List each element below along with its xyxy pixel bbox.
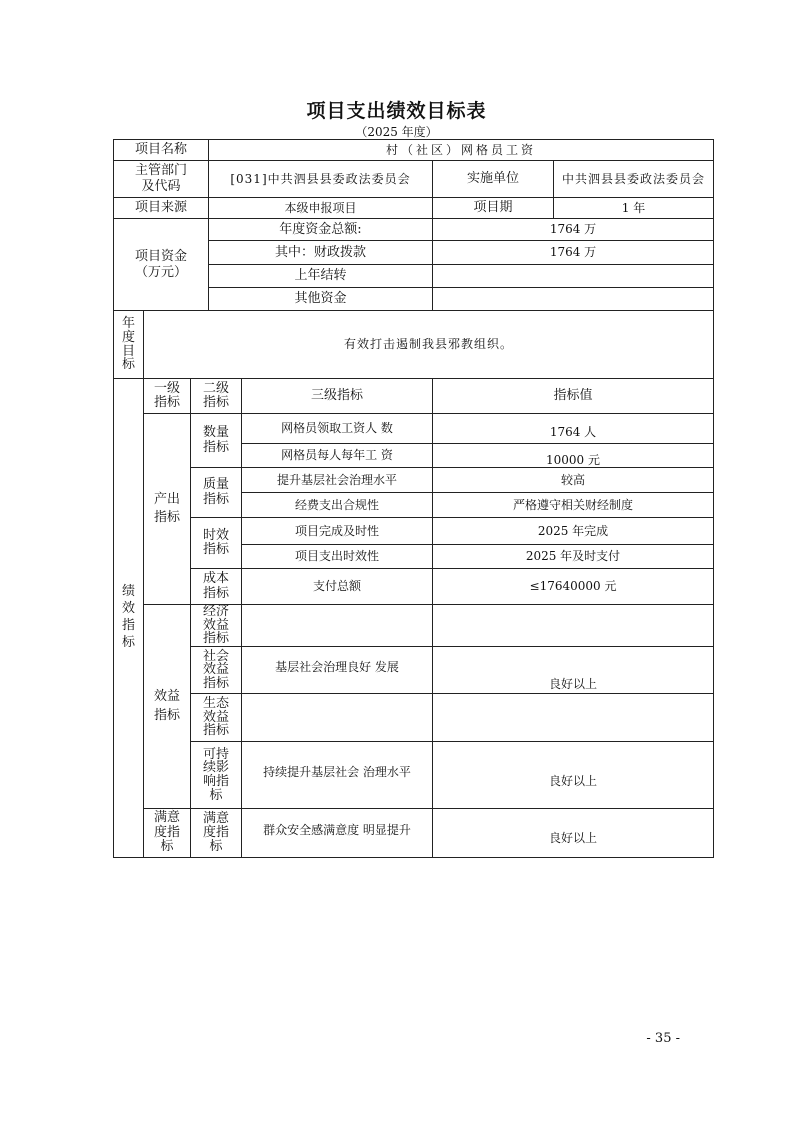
satisfaction-sub-label: 满意度指标	[190, 808, 242, 858]
indicator-value: 严格遵守相关财经制度	[432, 492, 714, 518]
benefit-indicator-label: 效益指标	[143, 604, 191, 809]
social-benefit-label: 社会效益指标	[190, 646, 242, 694]
timeliness-indicator-label: 时效指标	[190, 517, 242, 569]
cost-indicator-label: 成本指标	[190, 568, 242, 605]
indicator-name: 网格员每人每年工 资	[241, 443, 433, 468]
impl-label: 实施单位	[432, 160, 554, 198]
col-level2-header: 二级指标	[190, 378, 242, 414]
indicator-value	[432, 693, 714, 742]
impl-value: 中共泗县县委政法委员会	[553, 160, 714, 198]
funds-label: 项目资金（万元）	[113, 218, 209, 311]
indicator-name	[241, 693, 433, 742]
indicator-value	[432, 604, 714, 647]
annual-goal-text: 有效打击遏制我县邪教组织。	[143, 310, 714, 379]
project-name-value: 村（社区）网格员工资	[208, 139, 714, 161]
indicator-name	[241, 604, 433, 647]
page-title: 项目支出绩效目标表	[306, 100, 487, 122]
funds-row-value	[432, 287, 714, 311]
col-value-header: 指标值	[432, 378, 714, 414]
funds-row-label: 其他资金	[208, 287, 433, 311]
satisfaction-indicator-label: 满意度指标	[143, 808, 191, 858]
indicator-value: 10000 元	[432, 443, 714, 468]
dept-value: [031]中共泗县县委政法委员会	[208, 160, 433, 198]
indicator-name: 项目完成及时性	[241, 517, 433, 545]
annual-goal-label: 年度目标	[113, 310, 144, 379]
funds-row-label: 年度资金总额:	[208, 218, 433, 241]
indicator-value: 良好以上	[432, 646, 714, 694]
indicator-value: 1764 人	[432, 413, 714, 444]
indicator-value: ≤17640000 元	[432, 568, 714, 605]
col-level1-header: 一级指标	[143, 378, 191, 414]
funds-row-value: 1764 万	[432, 218, 714, 241]
funds-row-label: 上年结转	[208, 264, 433, 288]
project-name-label: 项目名称	[113, 139, 209, 161]
source-value: 本级申报项目	[208, 197, 433, 219]
indicator-name: 支付总额	[241, 568, 433, 605]
indicator-name: 项目支出时效性	[241, 544, 433, 569]
indicator-name: 持续提升基层社会 治理水平	[241, 741, 433, 809]
dept-label: 主管部门及代码	[113, 160, 209, 198]
period-label: 项目期	[432, 197, 554, 219]
indicator-name: 提升基层社会治理水平	[241, 467, 433, 493]
indicator-name: 网格员领取工资人 数	[241, 413, 433, 444]
quality-indicator-label: 质量指标	[190, 467, 242, 518]
period-value: 1 年	[553, 197, 714, 219]
indicator-value: 良好以上	[432, 741, 714, 809]
funds-row-value: 1764 万	[432, 240, 714, 265]
col-level3-header: 三级指标	[241, 378, 433, 414]
source-label: 项目来源	[113, 197, 209, 219]
performance-section-label: 绩效指标	[113, 378, 144, 858]
indicator-name: 群众安全感满意度 明显提升	[241, 808, 433, 858]
indicator-name: 经费支出合规性	[241, 492, 433, 518]
indicator-value: 2025 年完成	[432, 517, 714, 545]
output-indicator-label: 产出指标	[143, 413, 191, 605]
quantity-indicator-label: 数量指标	[190, 413, 242, 468]
sustainable-impact-label: 可持续影响指标	[190, 741, 242, 809]
ecological-benefit-label: 生态效益指标	[190, 693, 242, 742]
funds-row-label: 其中：财政拨款	[208, 240, 433, 265]
indicator-value: 较高	[432, 467, 714, 493]
economic-benefit-label: 经济效益指标	[190, 604, 242, 647]
page-number: - 35 -	[646, 1031, 680, 1046]
page-subtitle: （2025 年度）	[355, 125, 438, 139]
indicator-value: 良好以上	[432, 808, 714, 858]
indicator-value: 2025 年及时支付	[432, 544, 714, 569]
indicator-name: 基层社会治理良好 发展	[241, 646, 433, 694]
funds-row-value	[432, 264, 714, 288]
